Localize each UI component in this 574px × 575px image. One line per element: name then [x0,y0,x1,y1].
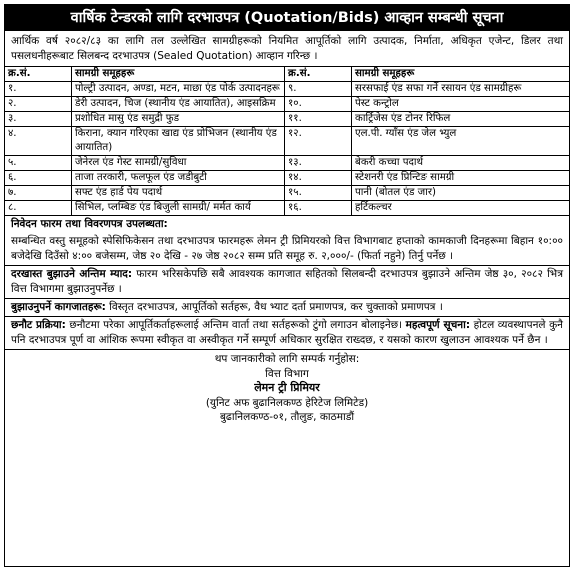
notice-intro: आर्थिक वर्ष २०८२/८३ का लागि तल उल्लेखित सामग्रीहरूको नियमित आपूर्तिको लागि उत्पादक, निर्माता, अधिकृत एजेन्ट, डिलर तथा पसलधनीहरूबाट सिलबन्द दरभाउपत्र (Sealed Quotation) आव्हान गरिन्छ । [11,35,563,62]
item-no: ३. [5,112,72,127]
item-name-2: कार्ट्रिजेस एंड टोनर रिफिल [352,112,570,127]
table-row [5,156,569,171]
table-row [5,186,569,201]
selection-text: छनौटमा परेका आपूर्तिकर्ताहरूलाई अन्तिम वार्ता तथा सर्तहरूको टुंगो लगाउन बोलाइनेछ। [69,319,403,331]
item-name: डेरी उत्पादन, चिज (स्थानीय एंड आयातित), आइसक्रिम [72,97,285,112]
table-row [5,97,569,112]
selection-label: छनौट प्रक्रिया: [11,319,66,331]
item-no: ५. [5,156,72,171]
items-table-body [5,82,569,216]
table-row [5,171,569,186]
item-no-2: ९. [285,82,352,97]
items-table-header [5,67,569,82]
form-section [5,215,569,233]
item-name-2: सरसफाई एंड सफा गर्ने रसायन एंड सामग्रीहरू [352,82,570,97]
item-name-2: पेस्ट कन्ट्रोल [352,97,570,112]
documents-label: बुझाउनुपर्ने कागजातहरू: [11,301,106,313]
header-no-2: क्र.सं. [285,67,352,82]
header-items-2: सामग्री समूहहरू [352,67,570,82]
organization-name: लेमन ट्री प्रिमियर [254,381,320,394]
item-no-2: १३. [285,156,352,171]
address: बुढानिलकण्ठ-०१, तौलुङ, काठमाडौं [219,411,355,423]
table-row [5,201,569,216]
item-name: प्रशोधित मासु एंड समुद्री फुड [72,112,285,127]
item-no: ४. [5,127,72,156]
department: वित्त विभाग [265,367,309,380]
deadline-label: दरखास्त बुझाउने अन्तिम म्याद: [11,268,133,280]
header-no: क्र.सं. [5,67,72,82]
selection-section [5,316,569,349]
deadline-text: फारम भरिसकेपछि सबै आवश्यक कागजात सहितको सिलबन्दी दरभाउपत्र बुझाउने अन्तिम जेष्ठ ३०, २०८२ भित्र वित्त विभागमा बुझाउनुपर्नेछ । [11,268,563,295]
item-name: जेनेरल एंड गेस्ट सामग्री/सुविधा [72,156,285,171]
table-row [5,82,569,97]
header-items: सामग्री समूहहरू [72,67,285,82]
important-text: होटल व्यवस्थापनले कुनै पनि दरभाउपत्र पूर्ण वा आंशिक रूपमा स्वीकृत वा अस्वीकृत गर्ने सम्पूर्ण अधिकार सुरक्षित राख्दछ, र यसको कारण खुलाउन आवश्यक पर्ने छैन । [11,319,563,346]
item-no: १. [5,82,72,97]
item-name: पोल्ट्री उत्पादन, अण्डा, मटन, माछा एंड पोर्क उत्पादनहरू [72,82,285,97]
form-heading: निवेदन फारम तथा विवरणपत्र उपलब्धता: [11,218,168,230]
item-no-2: १५. [285,186,352,201]
item-no: २. [5,97,72,112]
deadline-section [5,265,569,298]
item-no-2: १२. [285,127,352,156]
documents-section [5,298,569,316]
table-row [5,127,569,156]
form-text: सम्बन्धित वस्तु समूहको स्पेसिफिकेसन तथा दरभाउपत्र फारमहरू लेमन ट्री प्रिमियरको वित्त विभागबाट हप्ताको कामकाजी दिनहरूमा बिहान १०:०० बजेदेखि दिउँसो ४:०० बजेसम्म, जेष्ठ २० देखि - २७ जेष्ठ २०८२ सम्म प्रति समूह रु. २,०००/- (फिर्ता नहुने) तिर्नु पर्नेछ । [11,235,563,262]
item-no: ८. [5,201,72,216]
item-name-2: हर्टिकल्चर [352,201,570,216]
contact-line: थप जानकारीको लागि सम्पर्क गर्नुहोस: [214,353,360,365]
item-no: ७. [5,186,72,201]
item-no-2: १०. [285,97,352,112]
item-name-2: स्टेशनरी एंड प्रिन्टिङ सामग्री [352,171,570,186]
item-name: सफ्ट एंड हार्ड पेय पदार्थ [72,186,285,201]
table-row [5,112,569,127]
item-no-2: ११. [285,112,352,127]
items-table [5,66,569,215]
item-name: ताजा तरकारी, फलफूल एंड जडीबुटी [72,171,285,186]
important-label: महत्वपूर्ण सूचना: [405,319,471,331]
organization-unit: (युनिट अफ बुढानिलकण्ठ हेरिटेज लिमिटेड) [205,396,369,409]
documents-text: विस्तृत दरभाउपत्र, आपूर्तिको सर्तहरू, वैध भ्याट दर्ता प्रमाणपत्र, कर चुक्ताको प्रमाणपत्र । [109,301,443,313]
item-no-2: १६. [285,201,352,216]
item-name-2: एल.पी. ग्याँस एंड जेल भ्युल [352,127,570,156]
item-no: ६. [5,171,72,186]
item-no-2: १४. [285,171,352,186]
notice-title: वार्षिक टेन्डरको लागि दरभाउपत्र (Quotation/Bids) आव्हान सम्बन्धी सूचना [5,5,569,31]
item-name: सिभिल, प्लम्बिङ एंड बिजुली सामग्री/ मर्मत कार्य [72,201,285,216]
tender-notice [4,4,570,567]
item-name: किराना, क्यान गरिएका खाद्य एंड प्रोभिजन (स्थानीय एंड आयातित) [72,127,285,156]
item-name-2: बेकरी कच्चा पदार्थ [352,156,570,171]
item-name-2: पानी (बोतल एंड जार) [352,186,570,201]
contact-footer [5,349,569,425]
